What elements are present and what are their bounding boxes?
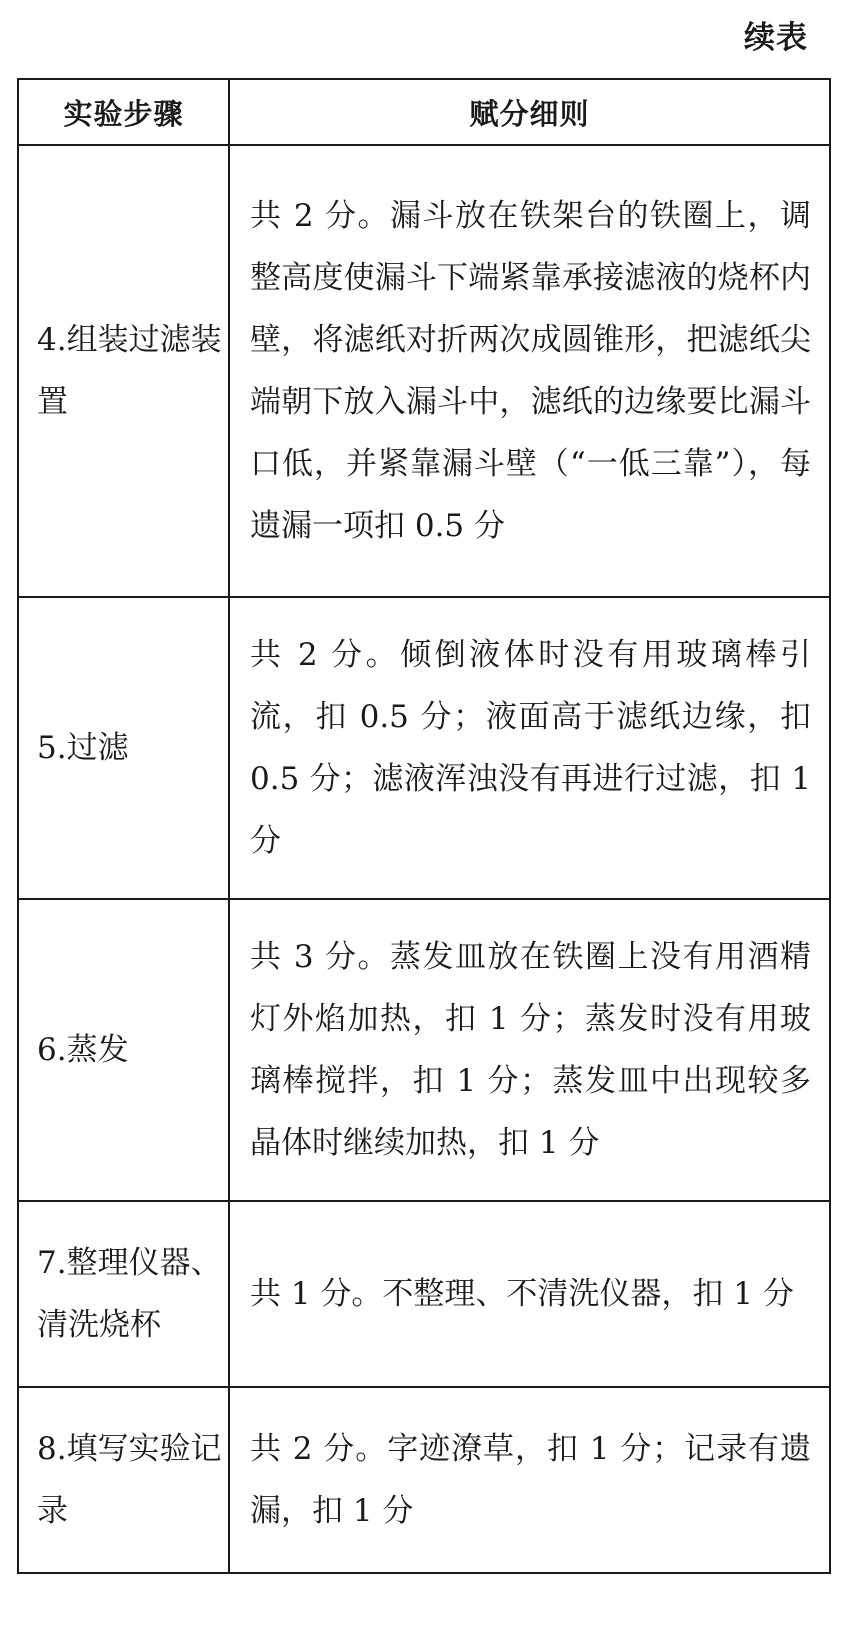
step-cell: 6.蒸发: [18, 899, 229, 1201]
rule-cell: 共 2 分。漏斗放在铁架台的铁圈上，调整高度使漏斗下端紧靠承接滤液的烧杯内壁，将滤纸对折两次成圆锥形，把滤纸尖端朝下放入漏斗中，滤纸的边缘要比漏斗口低，并紧靠漏斗壁（“一低三靠”），每遗漏一项扣 0.5 分: [229, 145, 830, 597]
header-rule: 赋分细则: [229, 79, 830, 145]
rule-cell: 共 2 分。倾倒液体时没有用玻璃棒引流，扣 0.5 分；液面高于滤纸边缘，扣 0.5 分；滤液浑浊没有再进行过滤，扣 1 分: [229, 597, 830, 899]
step-cell: 5.过滤: [18, 597, 229, 899]
table-row: [18, 1387, 830, 1573]
step-cell: 7.整理仪器、清洗烧杯: [18, 1201, 229, 1387]
scoring-table: [17, 78, 831, 1574]
table-row: [18, 145, 830, 597]
header-step: 实验步骤: [18, 79, 229, 145]
rule-cell: 共 1 分。不整理、不清洗仪器，扣 1 分: [229, 1201, 830, 1387]
table-header-row: [18, 79, 830, 145]
step-cell: 4.组装过滤装置: [18, 145, 229, 597]
rule-cell: 共 2 分。字迹潦草，扣 1 分；记录有遗漏，扣 1 分: [229, 1387, 830, 1573]
table-row: [18, 899, 830, 1201]
table-row: [18, 597, 830, 899]
continued-label: 续表: [744, 20, 808, 56]
rule-cell: 共 3 分。蒸发皿放在铁圈上没有用酒精灯外焰加热，扣 1 分；蒸发时没有用玻璃棒搅拌，扣 1 分；蒸发皿中出现较多晶体时继续加热，扣 1 分: [229, 899, 830, 1201]
step-cell: 8.填写实验记录: [18, 1387, 229, 1573]
table-row: [18, 1201, 830, 1387]
